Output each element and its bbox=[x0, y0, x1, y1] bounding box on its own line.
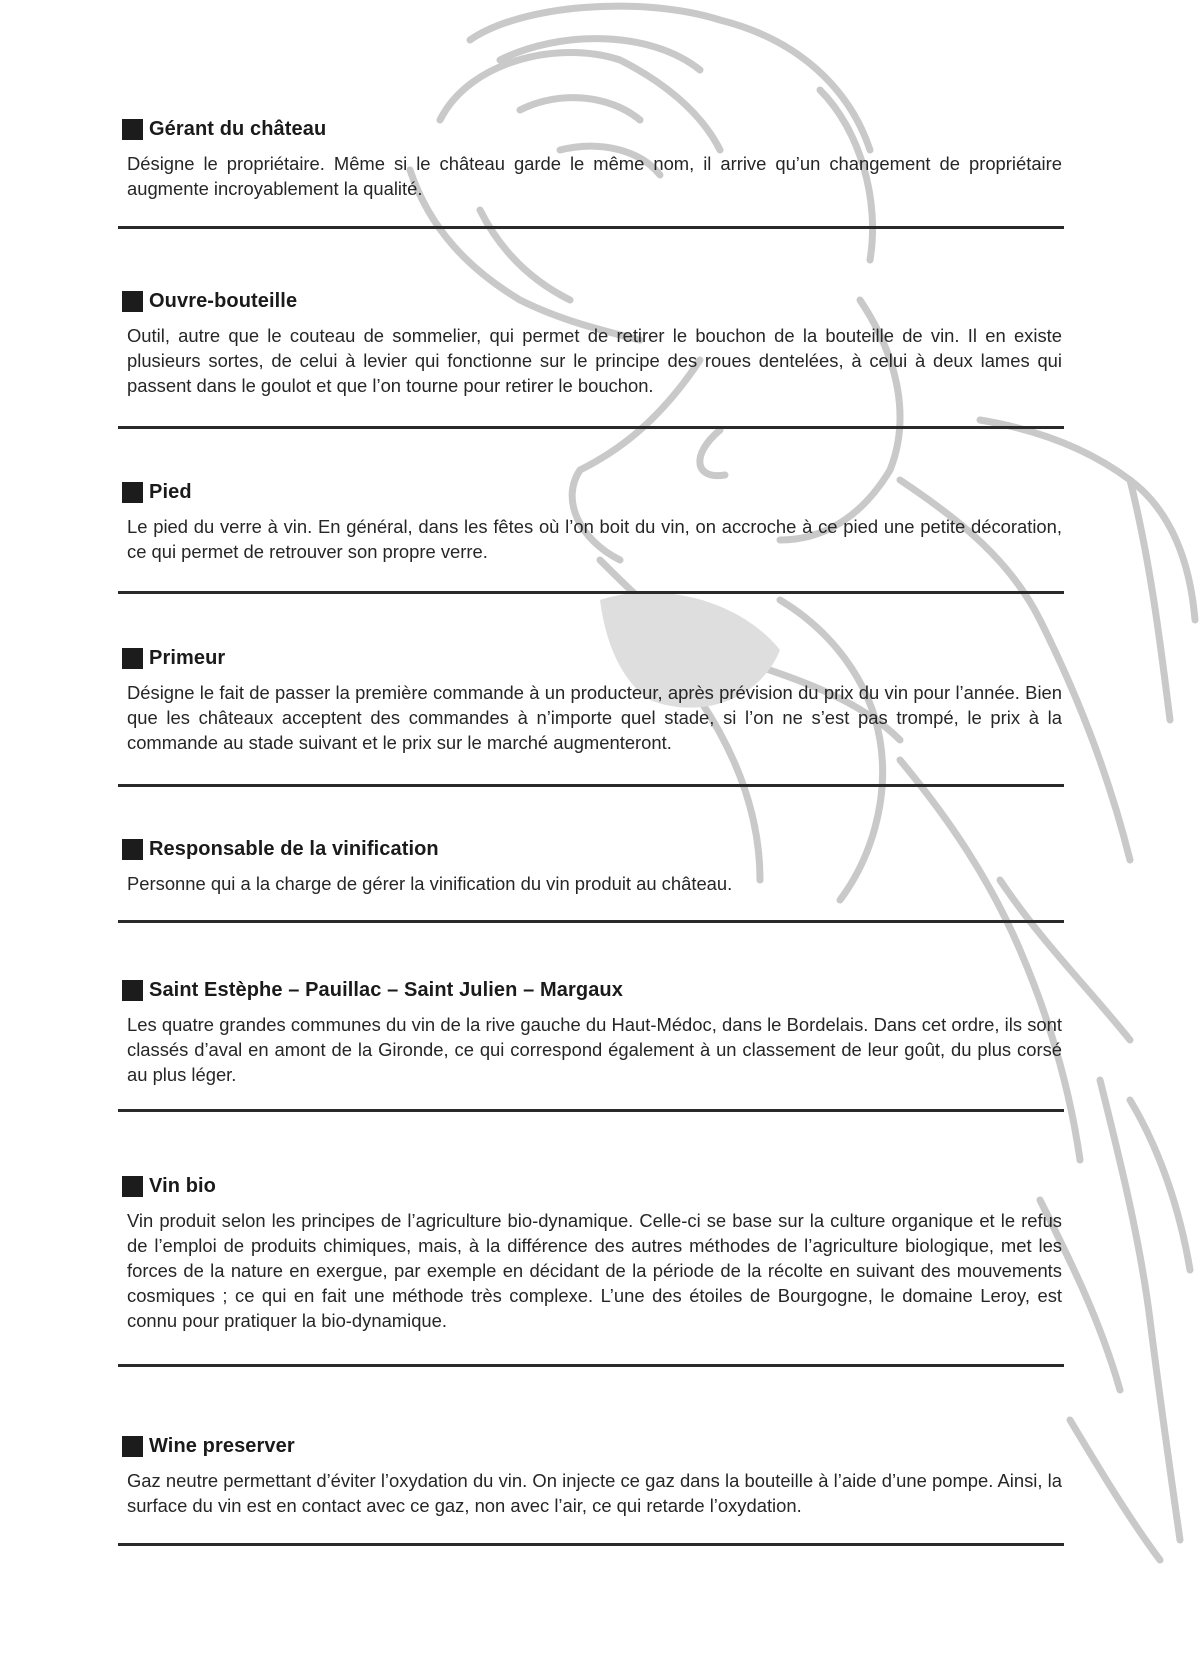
black-square-icon bbox=[122, 980, 143, 1001]
black-square-icon bbox=[122, 839, 143, 860]
glossary-entry bbox=[122, 479, 1062, 564]
entry-header bbox=[122, 288, 1062, 314]
entry-definition: Vin produit selon les principes de l’agriculture bio-dynamique. Celle-ci se base sur la culture organique et le refus de l’emploi de produits chimiques, mais, à la différence des autres méthodes de l’agriculture biologique, met les forces de la nature en exergue, par exemple en décidant de la période de la récolte en suivant des mouvements cosmiques ; ce qui en fait une méthode très complexe. L’une des étoiles de Bourgogne, le domaine Leroy, est connu pour pratiquer la bio-dynamique. bbox=[127, 1210, 1062, 1331]
black-square-icon bbox=[122, 1436, 143, 1457]
black-square-icon bbox=[122, 119, 143, 140]
entry-term: Primeur bbox=[149, 646, 226, 669]
entry-header bbox=[122, 479, 1062, 505]
black-square-icon bbox=[122, 648, 143, 669]
entry-term: Responsable de la vinification bbox=[149, 837, 439, 860]
entry-header bbox=[122, 1433, 1062, 1459]
entry-header bbox=[122, 836, 1062, 862]
entry-header bbox=[122, 977, 1062, 1003]
entry-term: Ouvre-bouteille bbox=[149, 289, 298, 312]
entry-term: Vin bio bbox=[149, 1174, 216, 1197]
glossary-entry bbox=[122, 116, 1062, 201]
entry-header bbox=[122, 645, 1062, 671]
glossary-entry bbox=[122, 1173, 1062, 1333]
glossary-entry bbox=[122, 1433, 1062, 1518]
entry-definition: Le pied du verre à vin. En général, dans les fêtes où l’on boit du vin, on accroche à ce pied une petite décoration, ce qui permet de retrouver son propre verre. bbox=[127, 516, 1062, 562]
entry-definition: Gaz neutre permettant d’éviter l’oxydation du vin. On injecte ce gaz dans la bouteille à l’aide d’une pompe. Ainsi, la surface du vin est en contact avec ce gaz, non avec l’air, ce qui retarde l’oxydation. bbox=[127, 1470, 1062, 1516]
entry-definition: Désigne le propriétaire. Même si le château garde le même nom, il arrive qu’un changement de propriétaire augmente incroyablement la qualité. bbox=[127, 153, 1062, 199]
black-square-icon bbox=[122, 291, 143, 312]
entry-divider bbox=[118, 426, 1064, 429]
entry-definition: Personne qui a la charge de gérer la vinification du vin produit au château. bbox=[127, 873, 733, 894]
entry-term: Saint Estèphe – Pauillac – Saint Julien – Margaux bbox=[149, 978, 623, 1001]
glossary-entry bbox=[122, 288, 1062, 398]
entry-term: Wine preserver bbox=[149, 1434, 295, 1457]
entry-divider bbox=[118, 1364, 1064, 1367]
entry-definition: Les quatre grandes communes du vin de la rive gauche du Haut-Médoc, dans le Bordelais. Dans cet ordre, ils sont classés d’aval en amont de la Gironde, ce qui correspond également à un classement de leur goût, du plus corsé au plus léger. bbox=[127, 1014, 1062, 1085]
glossary-entry bbox=[122, 645, 1062, 755]
glossary-entry bbox=[122, 836, 1062, 896]
entry-divider bbox=[118, 1543, 1064, 1546]
black-square-icon bbox=[122, 482, 143, 503]
entry-divider bbox=[118, 591, 1064, 594]
entry-definition: Désigne le fait de passer la première commande à un producteur, après prévision du prix du vin pour l’année. Bien que les châteaux acceptent des commandes à n’importe quel stade, si l’on ne s’est pas trompé, le prix à la commande au stade suivant et le prix sur le marché augmenteront. bbox=[127, 682, 1062, 753]
entry-header bbox=[122, 1173, 1062, 1199]
entry-term: Gérant du château bbox=[149, 117, 327, 140]
entry-term: Pied bbox=[149, 480, 192, 503]
glossary-entry bbox=[122, 977, 1062, 1087]
entry-divider bbox=[118, 226, 1064, 229]
entry-header bbox=[122, 116, 1062, 142]
entry-divider bbox=[118, 784, 1064, 787]
entry-definition: Outil, autre que le couteau de sommelier, qui permet de retirer le bouchon de la bouteille de vin. Il en existe plusieurs sortes, de celui à levier qui fonctionne sur le principe des roues dentelées, à celui à deux lames qui passent dans le goulot et que l’on tourne pour retirer le bouchon. bbox=[127, 325, 1062, 396]
entry-divider bbox=[118, 1109, 1064, 1112]
black-square-icon bbox=[122, 1176, 143, 1197]
entry-divider bbox=[118, 920, 1064, 923]
